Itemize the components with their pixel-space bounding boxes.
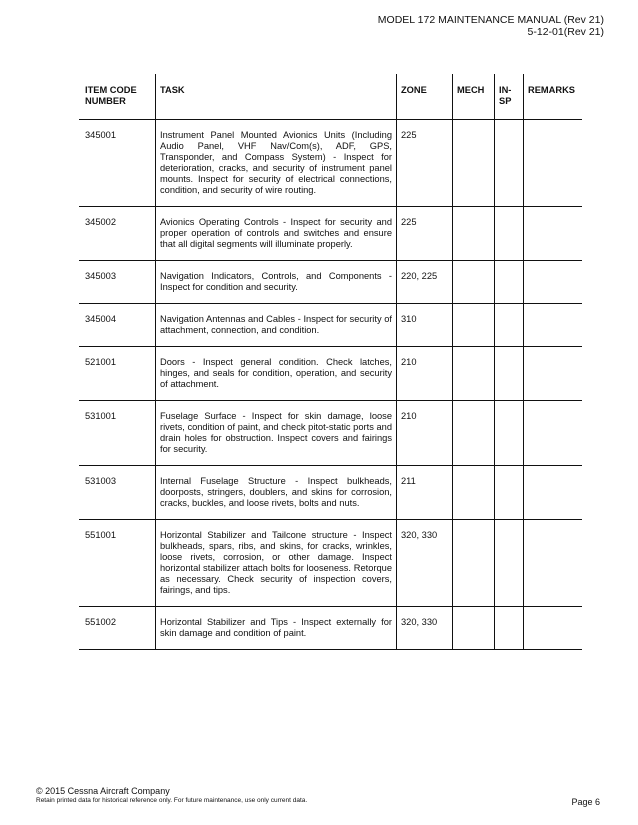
page-number: Page 6 — [571, 797, 600, 807]
task-cell: Doors - Inspect general condition. Check latches, hinges, and seals for condition, operation, and security of attachment. — [156, 347, 397, 401]
zone-cell: 225 — [397, 120, 453, 207]
item-code-cell: 345001 — [79, 120, 156, 207]
mech-cell — [453, 520, 495, 607]
insp-cell — [495, 304, 524, 347]
insp-cell — [495, 520, 524, 607]
zone-cell: 310 — [397, 304, 453, 347]
item-code-cell: 531001 — [79, 401, 156, 466]
insp-cell — [495, 207, 524, 261]
mech-cell — [453, 466, 495, 520]
zone-cell: 211 — [397, 466, 453, 520]
header-remarks: REMARKS — [524, 74, 583, 120]
header-mech: MECH — [453, 74, 495, 120]
header-item-code: ITEM CODE NUMBER — [79, 74, 156, 120]
remarks-cell — [524, 304, 583, 347]
item-code-cell: 551001 — [79, 520, 156, 607]
task-cell: Horizontal Stabilizer and Tailcone structure - Inspect bulkheads, spars, ribs, and skins, for cracks, wrinkles, loose rivets, corrosion, or other damage. Inspect horizontal stabilizer attach bolts for looseness. Retorque as necessary. Check security of inspection covers, fairings, and tips. — [156, 520, 397, 607]
mech-cell — [453, 347, 495, 401]
remarks-cell — [524, 607, 583, 650]
remarks-cell — [524, 401, 583, 466]
table-row — [79, 607, 582, 650]
table-row — [79, 304, 582, 347]
table-row — [79, 520, 582, 607]
remarks-cell — [524, 520, 583, 607]
zone-cell: 320, 330 — [397, 607, 453, 650]
mech-cell — [453, 304, 495, 347]
mech-cell — [453, 207, 495, 261]
task-cell: Horizontal Stabilizer and Tips - Inspect externally for skin damage and condition of paint. — [156, 607, 397, 650]
header-task: TASK — [156, 74, 397, 120]
item-code-cell: 551002 — [79, 607, 156, 650]
item-code-cell: 345002 — [79, 207, 156, 261]
table-row — [79, 120, 582, 207]
section-reference: 5-12-01(Rev 21) — [527, 26, 604, 38]
retention-notice: Retain printed data for historical reference only. For future maintenance, use only current data. — [36, 797, 308, 804]
item-code-cell: 521001 — [79, 347, 156, 401]
remarks-cell — [524, 207, 583, 261]
zone-cell: 210 — [397, 347, 453, 401]
task-cell: Instrument Panel Mounted Avionics Units (Including Audio Panel, VHF Nav/Com(s), ADF, GPS, Transponder, and Compass System) - Inspect for deterioration, cracks, and security of instrument panel mounts. Inspect for security of electrical connections, condition, and security of wire routing. — [156, 120, 397, 207]
task-cell: Avionics Operating Controls - Inspect for security and proper operation of controls and switches and ensure that all digital segments will illuminate properly. — [156, 207, 397, 261]
item-code-cell: 531003 — [79, 466, 156, 520]
table-header-row — [79, 74, 582, 120]
task-cell: Navigation Indicators, Controls, and Components - Inspect for condition and security. — [156, 261, 397, 304]
header-zone: ZONE — [397, 74, 453, 120]
mech-cell — [453, 120, 495, 207]
item-code-cell: 345003 — [79, 261, 156, 304]
insp-cell — [495, 607, 524, 650]
insp-cell — [495, 401, 524, 466]
remarks-cell — [524, 120, 583, 207]
zone-cell: 320, 330 — [397, 520, 453, 607]
insp-cell — [495, 120, 524, 207]
mech-cell — [453, 261, 495, 304]
copyright-text: © 2015 Cessna Aircraft Company — [36, 786, 170, 796]
task-cell: Navigation Antennas and Cables - Inspect for security of attachment, connection, and condition. — [156, 304, 397, 347]
page-footer — [36, 786, 307, 805]
insp-cell — [495, 261, 524, 304]
remarks-cell — [524, 347, 583, 401]
table-row — [79, 347, 582, 401]
table-row — [79, 261, 582, 304]
manual-title: MODEL 172 MAINTENANCE MANUAL (Rev 21) — [377, 14, 604, 26]
zone-cell: 225 — [397, 207, 453, 261]
table-body — [79, 120, 582, 650]
header-insp: IN-SP — [495, 74, 524, 120]
inspection-table — [79, 74, 582, 650]
insp-cell — [495, 347, 524, 401]
zone-cell: 220, 225 — [397, 261, 453, 304]
task-cell: Internal Fuselage Structure - Inspect bulkheads, doorposts, stringers, doublers, and skins for corrosion, cracks, buckles, and loose rivets, bolts and nuts. — [156, 466, 397, 520]
mech-cell — [453, 607, 495, 650]
zone-cell: 210 — [397, 401, 453, 466]
task-cell: Fuselage Surface - Inspect for skin damage, loose rivets, condition of paint, and check pitot-static ports and drain holes for obstruction. Inspect covers and fairings for security. — [156, 401, 397, 466]
table-row — [79, 466, 582, 520]
inspection-table-container — [79, 74, 576, 650]
table-row — [79, 401, 582, 466]
insp-cell — [495, 466, 524, 520]
table-row — [79, 207, 582, 261]
page-header — [378, 14, 604, 38]
item-code-cell: 345004 — [79, 304, 156, 347]
remarks-cell — [524, 466, 583, 520]
remarks-cell — [524, 261, 583, 304]
mech-cell — [453, 401, 495, 466]
